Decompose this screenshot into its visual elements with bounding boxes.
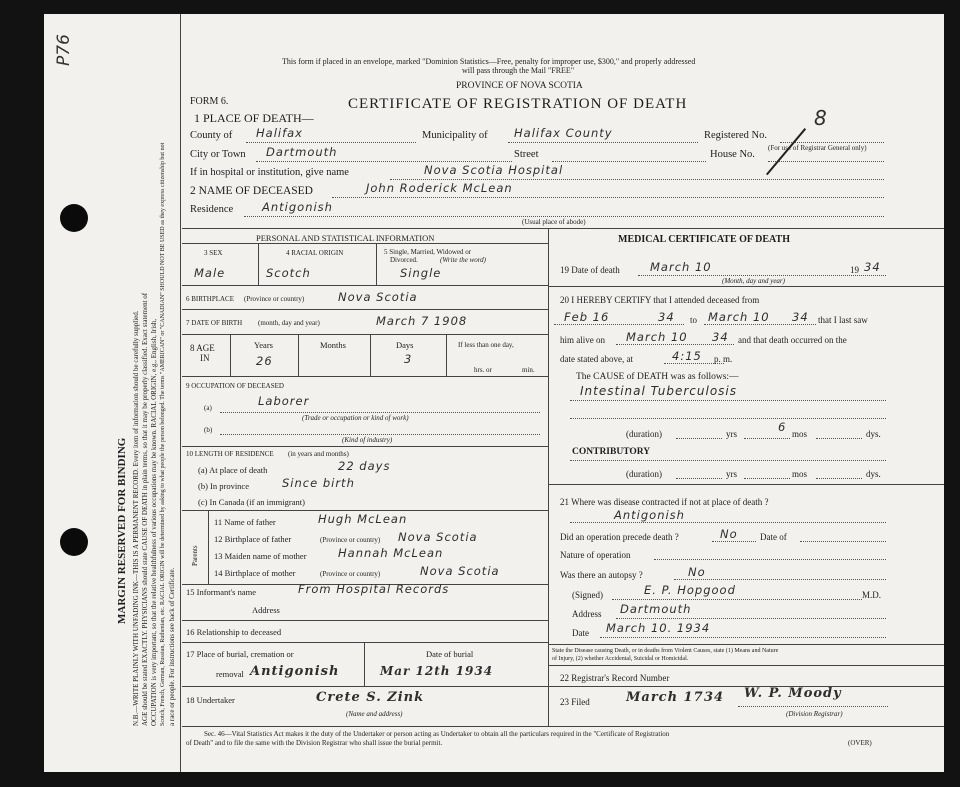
mother-birthplace-label: 14 Birthplace of mother [214, 568, 296, 578]
in-province-value: Since birth [282, 476, 355, 490]
undertaker-note: (Name and address) [346, 710, 403, 718]
dod-value: March 10 [650, 260, 712, 274]
relationship-label: 16 Relationship to deceased [186, 627, 282, 637]
street-label: Street [514, 149, 539, 160]
mother-country-hint: (Province or country) [320, 570, 381, 578]
margin-reserved-label: MARGIN RESERVED FOR BINDING [116, 437, 128, 624]
certificate-title: CERTIFICATE OF REGISTRATION OF DEATH [348, 96, 688, 112]
signed-value: E. P. Hopgood [644, 583, 736, 597]
contracted-label: 21 Where was disease contracted if not at place of death ? [560, 497, 769, 507]
hrs-label: hrs. or [474, 366, 492, 374]
division-registrar-note: (Division Registrar) [786, 710, 843, 718]
age-years-value: 26 [256, 354, 273, 368]
length-residence-label: 10 LENGTH OF RESIDENCE [186, 450, 274, 458]
father-name-value: Hugh McLean [318, 512, 408, 526]
parents-label: Parents [191, 545, 199, 566]
dod-label: 19 Date of death [560, 265, 620, 275]
postal-note-2: will pass through the Mail "FREE" [462, 66, 575, 75]
father-birthplace-label: 12 Birthplace of father [214, 534, 292, 544]
house-label: House No. [710, 149, 755, 160]
county-value: Halifax [256, 126, 303, 140]
contributory-label: CONTRIBUTORY [572, 447, 651, 457]
cause-months-value: 6 [778, 420, 787, 434]
autopsy-label: Was there an autopsy ? [560, 570, 643, 580]
last-saw-label: that I last saw [818, 315, 868, 325]
age-label-2: IN [200, 353, 210, 363]
municipality-label: Municipality of [422, 130, 488, 141]
operation-value: No [720, 527, 738, 541]
dob-label: 7 DATE OF BIRTH [186, 319, 243, 327]
hospital-label: If in hospital or institution, give name [190, 167, 349, 178]
residence-note: (Usual place of abode) [522, 218, 586, 226]
dod-year-value: 34 [864, 260, 881, 274]
min-label: min. [522, 366, 535, 374]
dod-note: (Month, day and year) [722, 277, 785, 285]
city-label: City or Town [190, 149, 246, 160]
from-date-value: Feb 16 [564, 310, 610, 324]
margin-note-4: Scotch, French, German, Russian, Ruthenian, etc. RACIAL ORIGIN will be determined by asking to what people the person belonged. The terms "AMERICAN" or "CANADIAN" SHOULD NOT BE USED as they express citizenship but not [160, 142, 166, 726]
at-place-value: 22 days [338, 459, 391, 473]
cause-yrs-label: yrs [726, 429, 737, 439]
nature-label: Nature of operation [560, 550, 631, 560]
date-stated-label: date stated above, at [560, 354, 633, 364]
contrib-duration-label: (duration) [626, 469, 662, 479]
violent-note-1: State the Disease causing Death, or in deaths from Violent Causes, state (1) Means and Nature [552, 648, 779, 654]
mother-birthplace-value: Nova Scotia [420, 564, 500, 578]
footer-line-1: Sec. 46—Vital Statistics Act makes it the duty of the Undertaker or person acting as Undertaker to obtain all the particulars required in the "Certificate of Registration [204, 730, 670, 738]
registrar-record-label: 22 Registrar's Record Number [560, 673, 670, 683]
residence-label: Residence [190, 204, 234, 215]
cause-mos-label: mos [792, 429, 808, 439]
father-name-label: 11 Name of father [214, 517, 276, 527]
province-heading: PROVINCE OF NOVA SCOTIA [456, 81, 583, 91]
punch-hole-bottom [60, 528, 88, 556]
margin-note-3: OCCUPATION is very important, so that the relative healthfulness of various occupations may be known. RACIAL ORIGIN, e.g., English, Irish, [150, 318, 158, 726]
industry-note: (Kind of industry) [342, 436, 393, 444]
at-place-label: (a) At place of death [198, 465, 268, 475]
dob-hint: (month, day and year) [258, 319, 320, 327]
age-days-value: 3 [404, 352, 413, 366]
operation-label: Did an operation precede death ? [560, 532, 679, 542]
autopsy-value: No [688, 565, 706, 579]
registrar-note: (For use of Registrar General only) [768, 144, 867, 152]
cause-dys-label: dys. [866, 429, 881, 439]
place-of-death-heading: 1 PLACE OF DEATH— [194, 111, 314, 125]
age-label-1: 8 AGE [190, 343, 215, 353]
postal-note-1: This form if placed in an envelope, marked "Dominion Statistics—Free, penalty for improper use, $300," and properly addressed [282, 57, 696, 66]
father-country-hint: (Province or country) [320, 536, 381, 544]
father-birthplace-value: Nova Scotia [398, 530, 478, 544]
dob-value: March 7 1908 [376, 314, 468, 328]
margin-note-5: a race or people. For instructions see back of Certificate. [168, 567, 176, 726]
center-divider [548, 228, 549, 726]
registrar-signature: W. P. Moody [744, 686, 842, 701]
occupation-value: Laborer [258, 394, 310, 408]
filed-label: 23 Filed [560, 697, 590, 707]
medical-heading: MEDICAL CERTIFICATE OF DEATH [618, 234, 790, 245]
certify-label: 20 I HEREBY CERTIFY that I attended deceased from [560, 295, 760, 305]
md-label: M.D. [862, 590, 882, 600]
undertaker-label: 18 Undertaker [186, 695, 235, 705]
city-value: Dartmouth [266, 145, 338, 159]
days-label: Days [396, 340, 414, 350]
margin-note-2: AGE should be stated EXACTLY. PHYSICIANS should state CAUSE OF DEATH in plain terms, so that it may be properly classified. Exact statement of [141, 292, 149, 726]
deceased-name-value: John Roderick McLean [366, 181, 513, 195]
filed-value: March 17 [626, 690, 704, 705]
operation-date-label: Date of [760, 532, 787, 542]
in-canada-label: (c) In Canada (if an immigrant) [198, 497, 305, 507]
dod-year-prefix: 19 [850, 265, 859, 275]
binding-margin [44, 14, 181, 772]
informant-value: From Hospital Records [298, 582, 450, 596]
marital-label-2: Divorced. [390, 256, 418, 264]
birthplace-label: 6 BIRTHPLACE [186, 295, 234, 303]
burial-value: Antigonish [250, 664, 340, 679]
him-alive-label: him alive on [560, 335, 605, 345]
punch-hole-top [60, 204, 88, 232]
county-label: County of [190, 130, 233, 141]
contrib-yrs-label: yrs [726, 469, 737, 479]
violent-note-2: of Injury, (2) whether Accidental, Suicidal or Homicidal. [552, 656, 689, 662]
occupation-label: 9 OCCUPATION OF DECEASED [186, 382, 284, 390]
death-certificate [44, 14, 944, 772]
form-number: FORM 6. [190, 96, 229, 107]
racial-origin-label: 4 RACIAL ORIGIN [286, 249, 344, 257]
burial-label-2: removal [216, 669, 244, 679]
filed-year-value: 34 [704, 690, 725, 705]
signed-label: (Signed) [572, 590, 603, 600]
contracted-value: Antigonish [614, 508, 685, 522]
physician-address-label: Address [572, 609, 602, 619]
alive-year-value: 34 [712, 330, 729, 344]
physician-address-value: Dartmouth [620, 602, 692, 616]
sex-label: 3 SEX [204, 249, 223, 257]
contrib-dys-label: dys. [866, 469, 881, 479]
personal-section-heading: PERSONAL AND STATISTICAL INFORMATION [256, 233, 435, 243]
to-label: to [690, 315, 698, 325]
trade-note: (Trade or occupation or kind of work) [302, 414, 409, 422]
to-year-value: 34 [792, 310, 809, 324]
cause-value: Intestinal Tuberculosis [580, 384, 738, 398]
informant-label: 15 Informant's name [186, 587, 256, 597]
date-burial-label: Date of burial [426, 649, 474, 659]
in-province-label: (b) In province [198, 481, 249, 491]
birthplace-value: Nova Scotia [338, 290, 418, 304]
municipality-value: Halifax County [514, 126, 613, 140]
from-year-value: 34 [658, 310, 675, 324]
alive-date-value: March 10 [626, 330, 688, 344]
registered-value: 8 [814, 106, 828, 130]
cause-label: The CAUSE of DEATH was as follows:— [576, 372, 739, 382]
physician-date-value: March 10. 1934 [606, 621, 711, 635]
marital-hint: (Write the word) [440, 256, 487, 264]
mother-name-label: 13 Maiden name of mother [214, 551, 307, 561]
length-residence-hint: (in years and months) [288, 450, 349, 458]
time-value: 4:15 [672, 349, 702, 363]
occupation-b: (b) [204, 426, 213, 434]
footer-line-2: of Death" and to file the same with the Division Registrar who shall issue the burial permit. [186, 739, 443, 747]
burial-label-1: 17 Place of burial, cremation or [186, 649, 294, 659]
residence-value: Antigonish [262, 200, 333, 214]
margin-note-1: N.B.—WRITE PLAINLY WITH UNFADING INK—THIS IS A PERMANENT RECORD. Every item of information should be carefully supplied. [132, 310, 140, 726]
less-than-day-label: If less than one day, [458, 341, 514, 349]
cause-duration-label: (duration) [626, 429, 662, 439]
deceased-name-label: 2 NAME OF DECEASED [190, 185, 313, 197]
to-date-value: March 10 [708, 310, 770, 324]
marital-value: Single [400, 266, 442, 280]
contrib-mos-label: mos [792, 469, 808, 479]
page-number: P76 [54, 34, 74, 66]
mother-name-value: Hannah McLean [338, 546, 444, 560]
birthplace-hint: (Province or country) [244, 295, 305, 303]
racial-origin-value: Scotch [266, 266, 311, 280]
registered-label: Registered No. [704, 130, 767, 141]
sex-value: Male [194, 266, 226, 280]
pm-label: p. m. [714, 354, 733, 364]
months-label: Months [320, 340, 346, 350]
occurred-label: and that death occurred on the [738, 335, 847, 345]
years-label: Years [254, 340, 273, 350]
marital-label-1: 5 Single, Married, Widowed or [384, 248, 472, 256]
hospital-value: Nova Scotia Hospital [424, 163, 564, 177]
occupation-a: (a) [204, 404, 212, 412]
date-burial-value: Mar 12th 1934 [380, 664, 494, 678]
undertaker-value: Crete S. Zink [316, 690, 425, 705]
over-label: (OVER) [848, 739, 872, 747]
informant-address-label: Address [252, 605, 280, 615]
physician-date-label: Date [572, 628, 589, 638]
